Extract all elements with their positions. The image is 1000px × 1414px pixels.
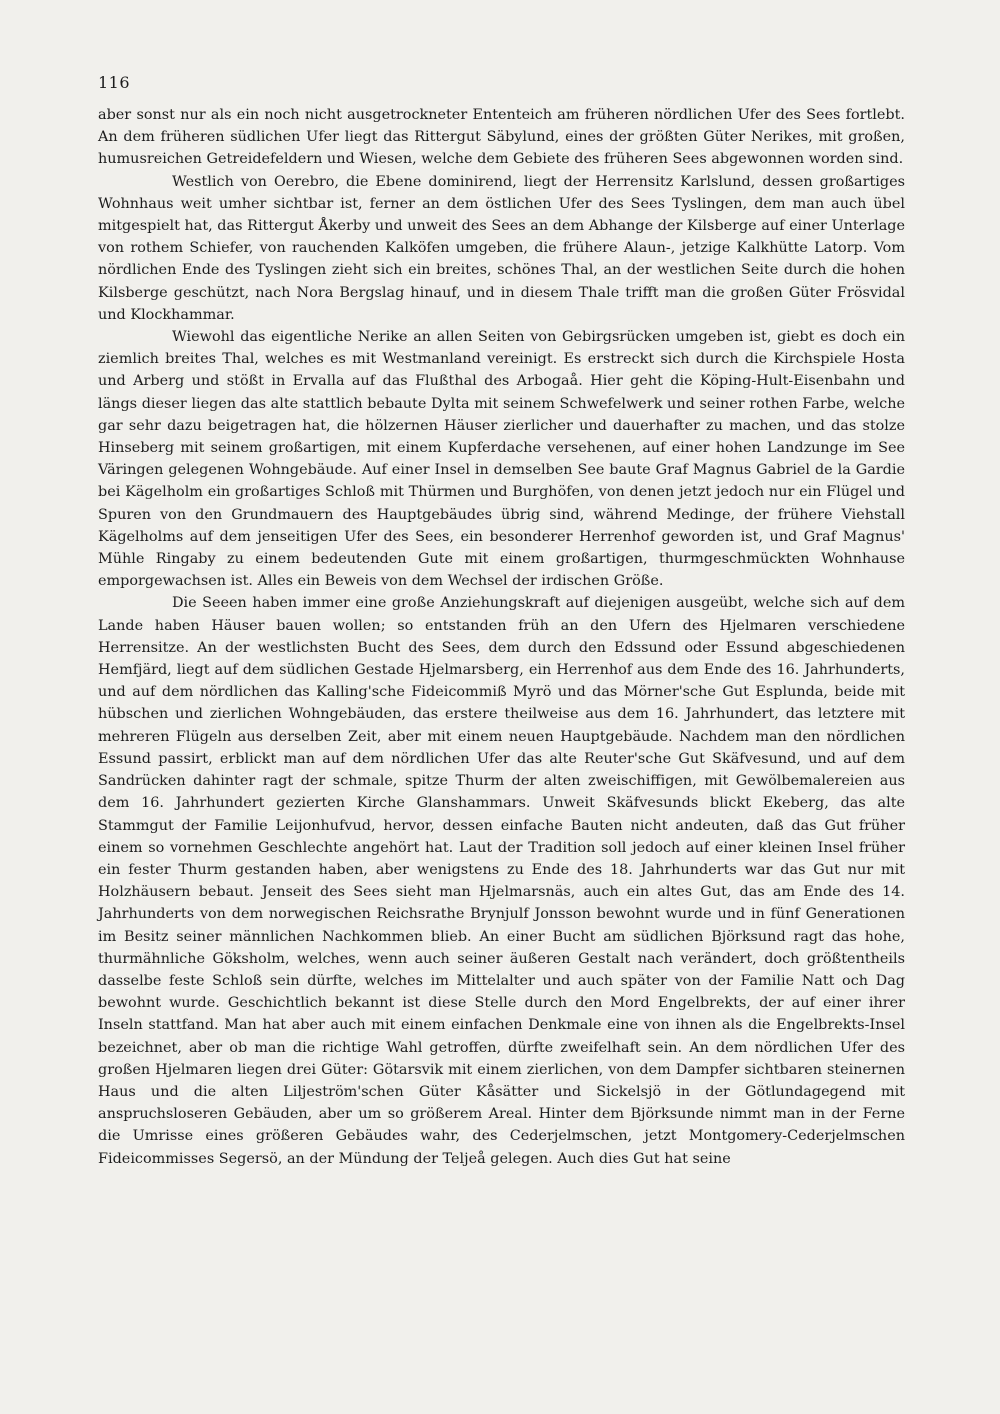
page-number: 116	[98, 73, 131, 92]
body-text	[98, 104, 905, 1170]
paragraph-1: aber sonst nur als ein noch nicht ausgetrockneter Ententeich am früheren nördlichen Ufer des Sees fortlebt. An dem früheren südlichen Ufer liegt das Rittergut Säbylund, eines der größten Güter Nerikes, mit großen, humusreichen Getreidefeldern und Wiesen, welche dem Gebiete des früheren Sees abgewonnen worden sind.	[98, 107, 905, 168]
paragraph-3: Wiewohl das eigentliche Nerike an allen Seiten von Gebirgsrücken umgeben ist, giebt es doch ein ziemlich breites Thal, welches es mit Westmanland vereinigt. Es erstreckt sich durch die Kirchspiele Hosta und Arberg und stößt in Ervalla auf das Flußthal des Arbogaå. Hier geht die Köping-Hult-Eisenbahn und längs dieser liegen das alte stattlich bebaute Dylta mit seinem Schwefelwerk und seiner rothen Farbe, welche gar sehr dazu beigetragen hat, die hölzernen Häuser zierlicher und dauerhafter zu machen, und das stolze Hinseberg mit seinem großartigen, mit einem Kupferdache versehenen, auf einer hohen Landzunge im See Väringen gelegenen Wohngebäude. Auf einer Insel in demselben See baute Graf Magnus Gabriel de la Gardie bei Kägelholm ein großartiges Schloß mit Thürmen und Burghöfen, von denen jetzt jedoch nur ein Flügel und Spuren von den Grundmauern des Hauptgebäudes übrig sind, während Medinge, der frühere Viehstall Kägelholms auf dem jenseitigen Ufer des Sees, ein besonderer Herrenhof geworden ist, und Graf Magnus' Mühle Ringaby zu einem bedeutenden Gute mit einem großartigen, thurmgeschmückten Wohnhause emporgewachsen ist. Alles ein Beweis von dem Wechsel der irdischen Größe.	[98, 329, 905, 590]
paragraph-4: Die Seeen haben immer eine große Anziehungskraft auf diejenigen ausgeübt, welche sich auf dem Lande haben Häuser bauen wollen; so entstanden früh an den Ufern des Hjelmaren verschiedene Herrensitze. An der westlichsten Bucht des Sees, dem durch den Edssund oder Essund abgeschiedenen Hemfjärd, liegt auf dem südlichen Gestade Hjelmarsberg, ein Herrenhof aus dem Ende des 16. Jahrhunderts, und auf dem nördlichen das Kalling'sche Fideicommiß Myrö und das Mörner'sche Gut Esplunda, beide mit hübschen und zierlichen Wohngebäuden, das erstere theilweise aus dem 16. Jahrhundert, das letztere mit mehreren Flügeln aus derselben Zeit, aber mit einem neuen Hauptgebäude. Nachdem man den nördlichen Essund passirt, erblickt man auf dem nördlichen Ufer das alte Reuter'sche Gut Skäfvesund, und auf dem Sandrücken dahinter ragt der schmale, spitze Thurm der alten zweischiffigen, mit Gewölbemalereien aus dem 16. Jahrhundert gezierten Kirche Glanshammars. Unweit Skäfvesunds blickt Ekeberg, das alte Stammgut der Familie Leijonhufvud, hervor, dessen einfache Bauten nicht andeuten, daß das Gut früher einem so vornehmen Geschlechte angehört hat. Laut der Tradition soll jedoch auf einer kleinen Insel früher ein fester Thurm gestanden haben, aber wenigstens zu Ende des 18. Jahrhunderts war das Gut nur mit Holzhäusern bebaut. Jenseit des Sees sieht man Hjelmarsnäs, auch ein altes Gut, das am Ende des 14. Jahrhunderts von dem norwegischen Reichsrathe Brynjulf Jonsson bewohnt wurde und in fünf Generationen im Besitz seiner männlichen Nachkommen blieb. An einer Bucht am südlichen Björksund ragt das hohe, thurmähnliche Göksholm, welches, wenn auch seiner äußeren Gestalt nach verändert, doch größtentheils dasselbe feste Schloß sein dürfte, welches im Mittelalter und auch später von der Familie Natt och Dag bewohnt wurde. Geschichtlich bekannt ist diese Stelle durch den Mord Engelbrekts, der auf einer ihrer Inseln stattfand. Man hat aber auch mit einem einfachen Denkmale eine von ihnen als die Engelbrekts-Insel bezeichnet, aber ob man die richtige Wahl getroffen, dürfte zweifelhaft sein. An dem nördlichen Ufer des großen Hjelmaren liegen drei Güter: Götarsvik mit einem zierlichen, von dem Dampfer sichtbaren steinernen Haus und die alten Liljeström'schen Güter Kåsätter und Sickelsjö in der Götlundagegend mit anspruchsloseren Gebäuden, aber um so größerem Areal. Hinter dem Björksunde nimmt man in der Ferne die Umrisse eines größeren Gebäudes wahr, des Cederjelmschen, jetzt Montgomery-Cederjelmschen Fideicommisses Segersö, an der Mündung der Teljeå gelegen. Auch dies Gut hat seine	[98, 595, 905, 1167]
paragraph-2: Westlich von Oerebro, die Ebene dominirend, liegt der Herrensitz Karlslund, dessen großartiges Wohnhaus weit umher sichtbar ist, ferner an dem östlichen Ufer des Sees Tyslingen, dem man auch übel mitgespielt hat, das Rittergut Åkerby und unweit des Sees an dem Abhange der Kilsberge auf einer Unterlage von rothem Schiefer, von rauchenden Kalköfen umgeben, die frühere Alaun-, jetzige Kalkhütte Latorp. Vom nördlichen Ende des Tyslingen zieht sich ein breites, schönes Thal, an der westlichen Seite durch die hohen Kilsberge geschützt, nach Nora Bergslag hinauf, und in diesem Thale trifft man die großen Güter Frösvidal und Klockhammar.	[98, 173, 905, 323]
